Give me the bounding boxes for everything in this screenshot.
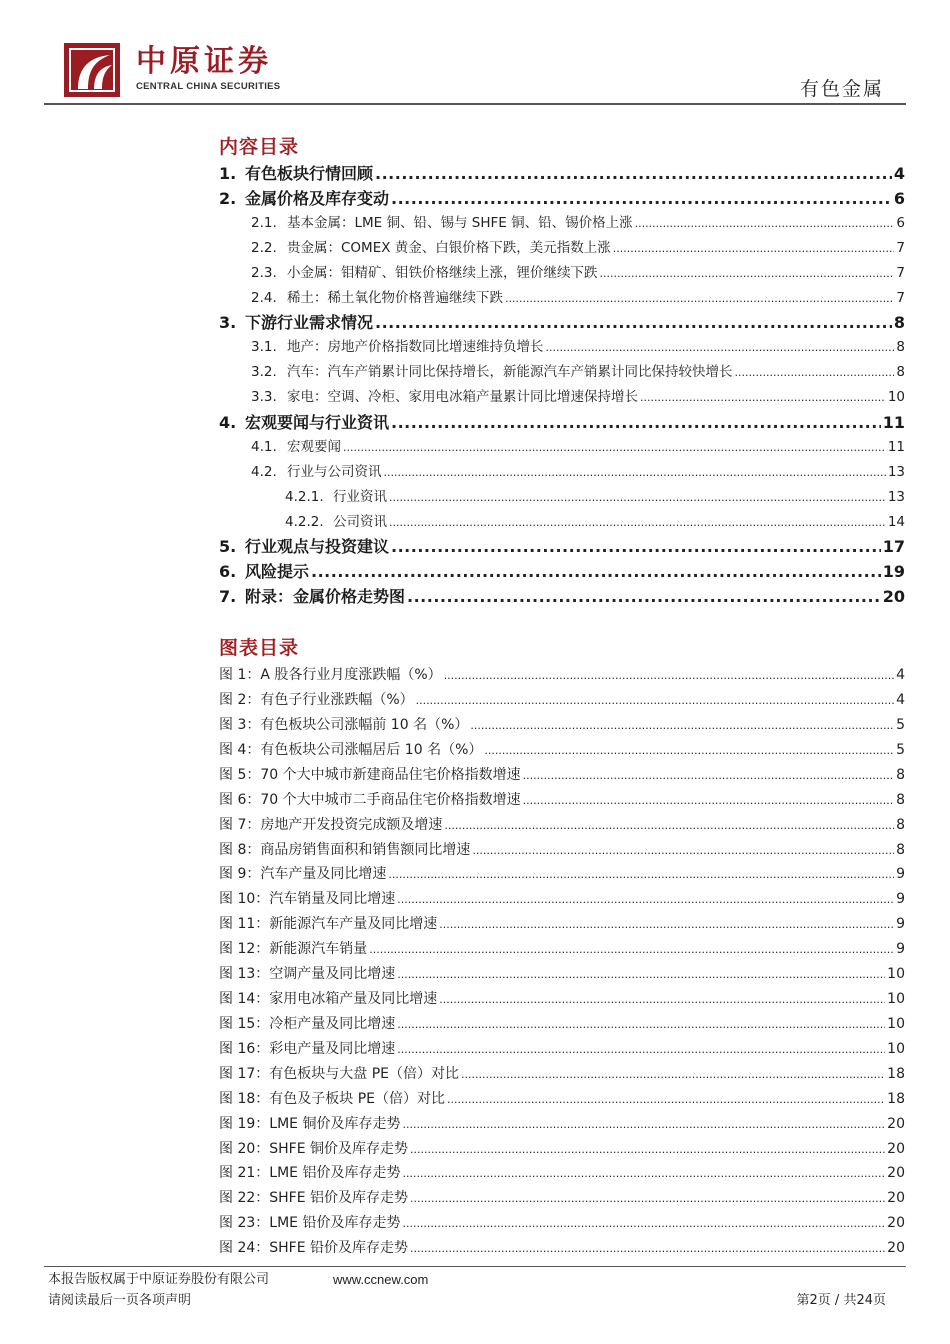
toc-entry-title: 小金属：钼精矿、钼铁价格继续上涨，锂价继续下跌 <box>287 265 598 281</box>
toc-leader-dots <box>523 765 894 786</box>
figure-entry-label: 图 7：房地产开发投资完成额及增速 <box>219 817 443 833</box>
figure-entry-label: 图 18：有色及子板块 PE（倍）对比 <box>219 1091 446 1107</box>
figure-entry-label: 图 10：汽车销量及同比增速 <box>219 891 396 907</box>
toc-leader-dots <box>410 1188 885 1209</box>
toc-entry-page: 6 <box>896 215 905 231</box>
toc-entry-page: 19 <box>882 562 905 581</box>
toc-entry-page: 10 <box>887 389 905 405</box>
toc-leader-dots <box>484 740 894 761</box>
figure-entry-label: 图 6：70 个大中城市二手商品住宅价格指数增速 <box>219 792 521 808</box>
figure-entry-label: 图 21：LME 铝价及库存走势 <box>219 1165 401 1181</box>
toc-leader-dots <box>311 560 881 584</box>
toc-entry-page: 8 <box>896 364 905 380</box>
figure-entry-page: 8 <box>896 842 905 858</box>
figure-entry[interactable] <box>219 1038 905 1060</box>
toc-leader-dots <box>470 715 894 736</box>
figure-entry-label: 图 15：冷柜产量及同比增速 <box>219 1016 396 1032</box>
toc-entry[interactable] <box>219 585 905 609</box>
figure-entry-page: 4 <box>896 667 905 683</box>
toc-entry-title: 金属价格及库存变动 <box>245 189 390 208</box>
toc-leader-dots <box>407 585 881 609</box>
toc-entry-title: 贵金属：COMEX 黄金、白银价格下跌，美元指数上涨 <box>287 240 611 256</box>
toc-entry-number: 5. <box>219 537 237 556</box>
toc-leader-dots <box>397 964 885 985</box>
toc-entry-title: 有色板块行情回顾 <box>245 164 374 183</box>
figure-entry[interactable] <box>219 1138 905 1160</box>
toc-entry-title: 宏观要闻 <box>287 439 341 455</box>
toc-entry-title: 附录：金属价格走势图 <box>245 587 406 606</box>
figure-entry-label: 图 5：70 个大中城市新建商品住宅价格指数增速 <box>219 767 521 783</box>
figure-entry-label: 图 2：有色子行业涨跌幅（%） <box>219 692 414 708</box>
toc-entry-number: 6. <box>219 562 237 581</box>
figure-entry-label: 图 12：新能源汽车销量 <box>219 941 368 957</box>
figure-entry[interactable] <box>219 814 905 836</box>
toc-entry-page: 7 <box>896 290 905 306</box>
toc-entry-title: 宏观要闻与行业资讯 <box>245 413 390 432</box>
figure-entry-page: 20 <box>887 1141 905 1157</box>
toc-entry-page: 14 <box>887 514 905 530</box>
toc-entry-number: 2.1. <box>251 215 277 231</box>
toc-entry[interactable] <box>219 187 905 211</box>
figure-entry-page: 20 <box>887 1240 905 1256</box>
figure-entry-page: 8 <box>896 817 905 833</box>
toc-leader-dots <box>397 889 894 910</box>
toc-entry-title: 行业观点与投资建议 <box>245 537 390 556</box>
toc-entry-page: 13 <box>887 489 905 505</box>
toc-entry-title: 公司资讯 <box>333 514 387 530</box>
toc-entry[interactable] <box>219 411 905 435</box>
figure-entry[interactable] <box>219 739 905 761</box>
toc-entry[interactable] <box>251 361 905 383</box>
figure-entry[interactable] <box>219 689 905 711</box>
figure-entry-page: 4 <box>896 692 905 708</box>
figure-entry[interactable] <box>219 1088 905 1110</box>
toc-entry-page: 8 <box>896 339 905 355</box>
report-section-title: 有色金属 <box>799 78 884 100</box>
figure-entry[interactable] <box>219 988 905 1010</box>
toc-entry-title: 下游行业需求情况 <box>245 313 374 332</box>
figure-entry-label: 图 23：LME 铅价及库存走势 <box>219 1215 401 1231</box>
toc-entry-title: 行业资讯 <box>333 489 387 505</box>
toc-entry-title: 行业与公司资讯 <box>287 464 382 480</box>
figure-entry[interactable] <box>219 789 905 811</box>
toc-leader-dots <box>472 840 894 861</box>
page-header <box>0 0 950 106</box>
logo-text-en: CENTRAL CHINA SECURITIES <box>136 81 281 92</box>
figure-entry-label: 图 16：彩电产量及同比增速 <box>219 1041 396 1057</box>
toc-leader-dots <box>391 187 892 211</box>
toc-entry-number: 4.2.1. <box>285 489 324 505</box>
figure-entry-page: 5 <box>896 717 905 733</box>
toc-leader-dots <box>640 387 886 408</box>
toc-entry-title: 汽车：汽车产销累计同比保持增长，新能源汽车产销累计同比保持较快增长 <box>287 364 733 380</box>
toc-leader-dots <box>735 362 895 383</box>
toc-entry[interactable] <box>251 436 905 458</box>
figure-entry[interactable] <box>219 764 905 786</box>
toc-leader-dots <box>388 864 894 885</box>
toc-entry-title: 地产：房地产价格指数同比增速维持负增长 <box>287 339 544 355</box>
figure-entry-page: 20 <box>887 1116 905 1132</box>
footer-divider <box>44 1266 906 1267</box>
figure-entry[interactable] <box>219 1162 905 1184</box>
toc-leader-dots <box>439 989 885 1010</box>
figure-entry-label: 图 3：有色板块公司涨幅前 10 名（%） <box>219 717 469 733</box>
logo-text-cn: 中原证券 <box>136 44 272 79</box>
toc-entry[interactable] <box>251 262 905 284</box>
toc-entry-number: 1. <box>219 164 237 183</box>
toc-leader-dots <box>402 1163 885 1184</box>
toc-entry-number: 2.4. <box>251 290 277 306</box>
figure-entry[interactable] <box>219 888 905 910</box>
figure-entry-page: 18 <box>887 1091 905 1107</box>
toc-entry-title: 基本金属：LME 铜、铅、锡与 SHFE 铜、铅、锡价格上涨 <box>287 215 633 231</box>
toc-entry-page: 13 <box>887 464 905 480</box>
toc-entry-number: 3.2. <box>251 364 277 380</box>
figure-entry[interactable] <box>219 714 905 736</box>
figure-entry-page: 9 <box>896 891 905 907</box>
figure-entry-label: 图 8：商品房销售面积和销售额同比增速 <box>219 842 471 858</box>
toc-entry[interactable] <box>251 287 905 309</box>
toc-leader-dots <box>391 535 881 559</box>
toc-entry-number: 4.2.2. <box>285 514 324 530</box>
figure-entry-page: 20 <box>887 1215 905 1231</box>
toc-leader-dots <box>397 1014 885 1035</box>
footer-disclaimer: 请阅读最后一页各项声明 <box>48 1293 192 1308</box>
toc-leader-dots <box>384 462 886 483</box>
toc-entry-title: 稀土：稀土氧化物价格普遍继续下跌 <box>287 290 503 306</box>
figure-entry-page: 10 <box>887 1016 905 1032</box>
figure-entry[interactable] <box>219 963 905 985</box>
header-divider <box>44 103 906 105</box>
toc-leader-dots <box>635 213 895 234</box>
toc-entry[interactable] <box>251 386 905 408</box>
figure-entry-page: 10 <box>887 991 905 1007</box>
toc-entry-number: 4.1. <box>251 439 277 455</box>
footer-page-number: 第2页 / 共24页 <box>796 1293 886 1308</box>
toc-entry-number: 3.3. <box>251 389 277 405</box>
toc-leader-dots <box>397 1039 885 1060</box>
toc-leader-dots <box>546 337 895 358</box>
figure-entry-label: 图 22：SHFE 铝价及库存走势 <box>219 1190 409 1206</box>
toc-leader-dots <box>375 162 892 186</box>
toc-entry-page: 11 <box>887 439 905 455</box>
figure-entry-label: 图 14：家用电冰箱产量及同比增速 <box>219 991 438 1007</box>
figure-entry-label: 图 20：SHFE 铜价及库存走势 <box>219 1141 409 1157</box>
figure-entry[interactable] <box>219 839 905 861</box>
toc-entry-number: 2.2. <box>251 240 277 256</box>
figure-entry-page: 20 <box>887 1165 905 1181</box>
toc-leader-dots <box>369 939 894 960</box>
toc-entry-page: 4 <box>893 164 905 183</box>
toc-entry-title: 风险提示 <box>245 562 310 581</box>
toc-leader-dots <box>410 1238 885 1259</box>
figure-entry-page: 9 <box>896 866 905 882</box>
figure-entry-page: 10 <box>887 1041 905 1057</box>
toc-leader-dots <box>600 263 895 284</box>
toc-leader-dots <box>461 1064 885 1085</box>
toc-heading: 内容目录 <box>219 136 300 158</box>
toc-leader-dots <box>375 311 892 335</box>
toc-entry[interactable] <box>251 212 905 234</box>
toc-leader-dots <box>343 437 886 458</box>
figure-entry-label: 图 19：LME 铜价及库存走势 <box>219 1116 401 1132</box>
toc-entry[interactable] <box>285 511 905 533</box>
toc-entry[interactable] <box>219 162 905 186</box>
figure-entry-page: 10 <box>887 966 905 982</box>
figure-entry[interactable] <box>219 1113 905 1135</box>
figure-entry-label: 图 9：汽车产量及同比增速 <box>219 866 387 882</box>
figure-entry-page: 8 <box>896 792 905 808</box>
toc-entry-number: 3. <box>219 313 237 332</box>
toc-leader-dots <box>523 790 894 811</box>
toc-entry[interactable] <box>251 336 905 358</box>
toc-leader-dots <box>439 914 894 935</box>
toc-entry[interactable] <box>219 535 905 559</box>
toc-entry-title: 家电：空调、冷柜、家用电冰箱产量累计同比增速保持增长 <box>287 389 638 405</box>
figure-entry-page: 5 <box>896 742 905 758</box>
toc-entry-page: 7 <box>896 240 905 256</box>
toc-entry[interactable] <box>251 461 905 483</box>
toc-leader-dots <box>410 1139 885 1160</box>
figure-entry-label: 图 24：SHFE 铅价及库存走势 <box>219 1240 409 1256</box>
figure-entry-label: 图 17：有色板块与大盘 PE（倍）对比 <box>219 1066 460 1082</box>
toc-leader-dots <box>447 1089 885 1110</box>
toc-entry-number: 4. <box>219 413 237 432</box>
toc-entry-page: 11 <box>882 413 905 432</box>
figure-entry-label: 图 4：有色板块公司涨幅居后 10 名（%） <box>219 742 483 758</box>
figure-list-heading: 图表目录 <box>219 637 300 659</box>
footer-website-link[interactable]: www.ccnew.com <box>333 1272 429 1287</box>
toc-entry-number: 2.3. <box>251 265 277 281</box>
toc-entry[interactable] <box>251 237 905 259</box>
figure-entry[interactable] <box>219 1063 905 1085</box>
toc-entry-number: 2. <box>219 189 237 208</box>
toc-leader-dots <box>389 512 886 533</box>
toc-entry-page: 6 <box>893 189 905 208</box>
toc-leader-dots <box>416 690 894 711</box>
figure-entry-label: 图 11：新能源汽车产量及同比增速 <box>219 916 438 932</box>
figure-entry[interactable] <box>219 1212 905 1234</box>
figure-entry[interactable] <box>219 664 905 686</box>
figure-entry-label: 图 13：空调产量及同比增速 <box>219 966 396 982</box>
company-logo-icon <box>64 43 120 97</box>
footer-copyright: 本报告版权属于中原证券股份有限公司 <box>48 1272 270 1287</box>
toc-leader-dots <box>505 288 894 309</box>
figure-entry[interactable] <box>219 1237 905 1259</box>
figure-entry-page: 8 <box>896 767 905 783</box>
toc-leader-dots <box>402 1114 885 1135</box>
figure-entry[interactable] <box>219 1013 905 1035</box>
figure-entry[interactable] <box>219 1187 905 1209</box>
toc-entry-page: 17 <box>882 537 905 556</box>
figure-entry-page: 20 <box>887 1190 905 1206</box>
toc-leader-dots <box>444 815 894 836</box>
toc-leader-dots <box>391 411 881 435</box>
toc-entry-number: 4.2. <box>251 464 277 480</box>
figure-entry[interactable] <box>219 938 905 960</box>
figure-entry[interactable] <box>219 913 905 935</box>
toc-entry-page: 20 <box>882 587 905 606</box>
toc-entry[interactable] <box>285 486 905 508</box>
toc-leader-dots <box>402 1213 885 1234</box>
figure-entry-label: 图 1：A 股各行业月度涨跌幅（%） <box>219 667 442 683</box>
toc-entry-number: 3.1. <box>251 339 277 355</box>
toc-leader-dots <box>613 238 895 259</box>
figure-entry[interactable] <box>219 863 905 885</box>
toc-leader-dots <box>444 665 894 686</box>
toc-entry-page: 8 <box>893 313 905 332</box>
toc-entry[interactable] <box>219 311 905 335</box>
figure-entry-page: 18 <box>887 1066 905 1082</box>
toc-entry[interactable] <box>219 560 905 584</box>
toc-leader-dots <box>389 487 886 508</box>
toc-entry-number: 7. <box>219 587 237 606</box>
toc-entry-page: 7 <box>896 265 905 281</box>
figure-entry-page: 9 <box>896 941 905 957</box>
figure-entry-page: 9 <box>896 916 905 932</box>
